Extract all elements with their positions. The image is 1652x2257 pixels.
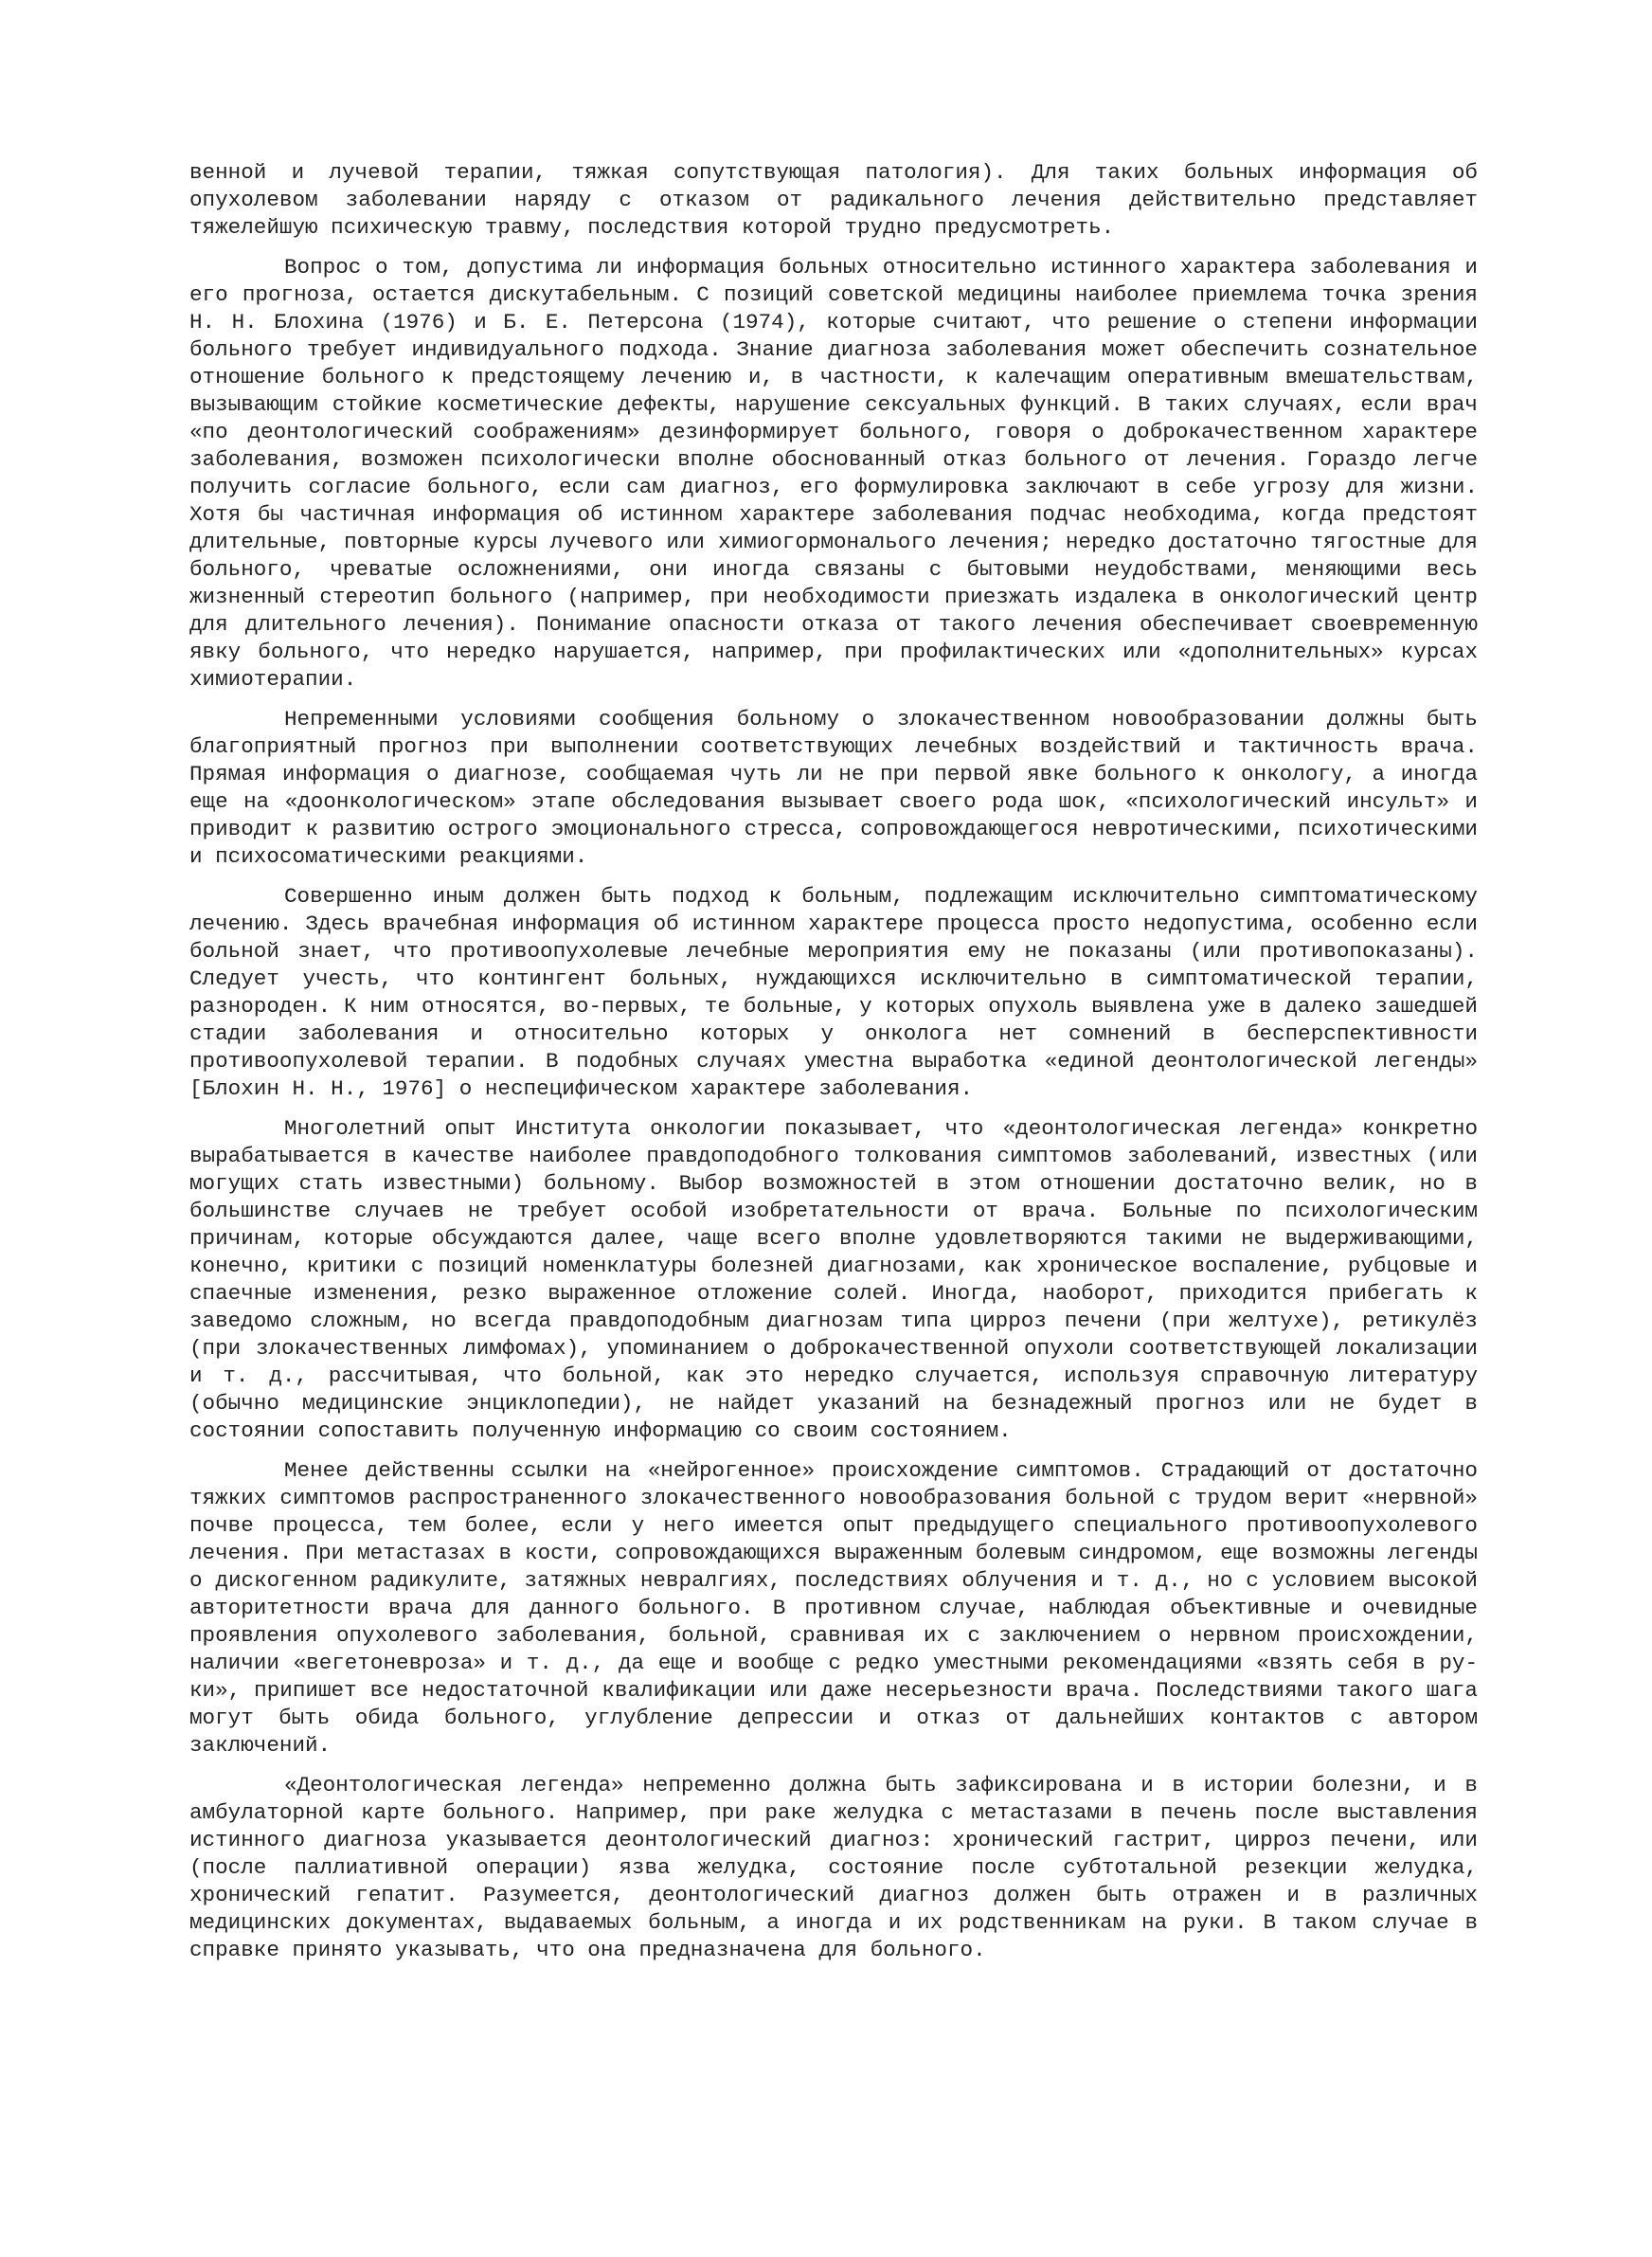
paragraph-3: Непременными условиями сообщения больному о злокачественном новообразовании должны быть благоприятный прогноз при выполнении соответствующих лечебных воздействий и тактичность врача. Прямая информация о диагнозе, сообщаемая чуть ли не при первой явке больного к онкологу, а иногда еще на «доонкологическом» этапе обследования вызывает своего рода шок, «психологический инсульт» и приводит к развитию острого эмоционального стресса, сопровождающегося невротическими, психотическими и психосоматическими реакциями. [189,707,1478,869]
document-page [189,159,1478,1977]
paragraph-6: Менее действенны ссылки на «нейрогенное» происхождение симптомов. Страдающий от достаточно тяжких симптомов распространенного злокачественного новообразования больной с трудом верит «нервной» почве процесса, тем более, если у него имеется опыт предыдущего специального противоопухолевого лечения. При метастазах в кости, сопровождающихся выраженным болевым синдромом, еще возможны легенды о дискогенном радикулите, затяжных невралгиях, последствиях облучения и т. д., но с условием высокой авторитетности врача для данного больного. В противном случае, наблюдая объективные и очевидные проявления опухолевого заболевания, больной, сравнивая их с заключением о нервном происхождении, наличии «вегетоневроза» и т. д., да еще и вообще с редко уместными рекомендациями «взять себя в руки», припишет все недостаточной квалификации или даже несерьезности врача. Последствиями такого шага могут быть обида больного, углубление депрессии и отказ от дальнейших контактов с автором заключений. [189,1458,1478,1758]
paragraph-1: венной и лучевой терапии, тяжкая сопутствующая патология). Для таких больных информация об опухолевом заболевании наряду с отказом от радикального лечения действительно представляет тяжелейшую психическую травму, последствия которой трудно предусмотреть. [189,160,1478,240]
paragraph-4: Совершенно иным должен быть подход к больным, подлежащим исключительно симптоматическому лечению. Здесь врачебная информация об истинном характере процесса просто недопустима, особенно если больной знает, что противоопухолевые лечебные мероприятия ему не показаны (или противопоказаны). Следует учесть, что контингент больных, нуждающихся исключительно в симптоматической терапии, разнороден. К ним относятся, во-первых, те больные, у которых опухоль выявлена уже в далеко зашедшей стадии заболевания и относительно которых у онколога нет сомнений в бесперспективности противоопухолевой терапии. В подобных случаях уместна выработка «единой деонтологической легенды» [Блохин Н. Н., 1976] о неспецифическом характере заболевания. [189,884,1478,1101]
paragraph-5: Многолетний опыт Института онкологии показывает, что «деонтологическая легенда» конкретно вырабатывается в качестве наиболее правдоподобного толкования симптомов заболеваний, известных (или могущих стать известными) больному. Выбор возможностей в этом отношении достаточно велик, но в большинстве случаев не требует особой изобретательности от врача. Больные по психологическим причинам, которые обсуждаются далее, чаще всего вполне удовлетворяются такими не выдерживающими, конечно, критики с позиций номенклатуры болезней диагнозами, как хроническое воспаление, рубцовые и спаечные изменения, резко выраженное отложение солей. Иногда, наоборот, приходится прибегать к заведомо сложным, но всегда правдоподобным диагнозам типа цирроз печени (при желтухе), ретикулёз (при злокачественных лимфомах), упоминанием о доброкачественной опухоли соответствующей локализации и т. д., рассчитывая, что больной, как это нередко случается, используя справочную литературу (обычно медицинские энциклопедии), не найдет указаний на безнадежный прогноз или не будет в состоянии сопоставить полученную информацию со своим состоянием. [189,1116,1478,1443]
paragraph-7: «Деонтологическая легенда» непременно должна быть зафиксирована и в истории болезни, и в амбулаторной карте больного. Например, при раке желудка с метастазами в печень после выставления истинного диагноза указывается деонтологический диагноз: хронический гастрит, цирроз печени, или (после паллиативной операции) язва желудка, состояние после субтотальной резекции желудка, хронический гепатит. Разумеется, деонтологический диагноз должен быть отражен и в различных медицинских документах, выдаваемых больным, а иногда и их родственникам на руки. В таком случае в справке принято указывать, что она предназначена для больного. [189,1773,1478,1962]
paragraph-2: Вопрос о том, допустима ли информация больных относительно истинного характера заболевания и его прогноза, остается дискутабельным. С позиций советской медицины наиболее приемлема точка зрения Н. Н. Блохина (1976) и Б. Е. Петерсона (1974), которые считают, что решение о степени информации больного требует индивидуального подхода. Знание диагноза заболевания может обеспечить сознательное отношение больного к предстоящему лечению и, в частности, к калечащим оперативным вмешательствам, вызывающим стойкие косметические дефекты, нарушение сексуальных функций. В таких случаях, если врач «по деонтологический соображениям» дезинформирует больного, говоря о доброкачественном характере заболевания, возможен психологически вполне обоснованный отказ больного от лечения. Гораздо легче получить согласие больного, если сам диагноз, его формулировка заключают в себе угрозу для жизни. Хотя бы частичная информация об истинном характере заболевания подчас необходима, когда предстоят длительные, повторные курсы лучевого или химиогормональого лечения; нередко достаточно тягостные для больного, чреватые осложнениями, они иногда связаны с бытовыми неудобствами, меняющими весь жизненный стереотип больного (например, при необходимости приезжать издалека в онкологический центр для длительного лечения). Понимание опасности отказа от такого лечения обеспечивает своевременную явку больного, что нередко нарушается, например, при профилактических или «дополнительных» курсах химиотерапии. [189,255,1478,692]
